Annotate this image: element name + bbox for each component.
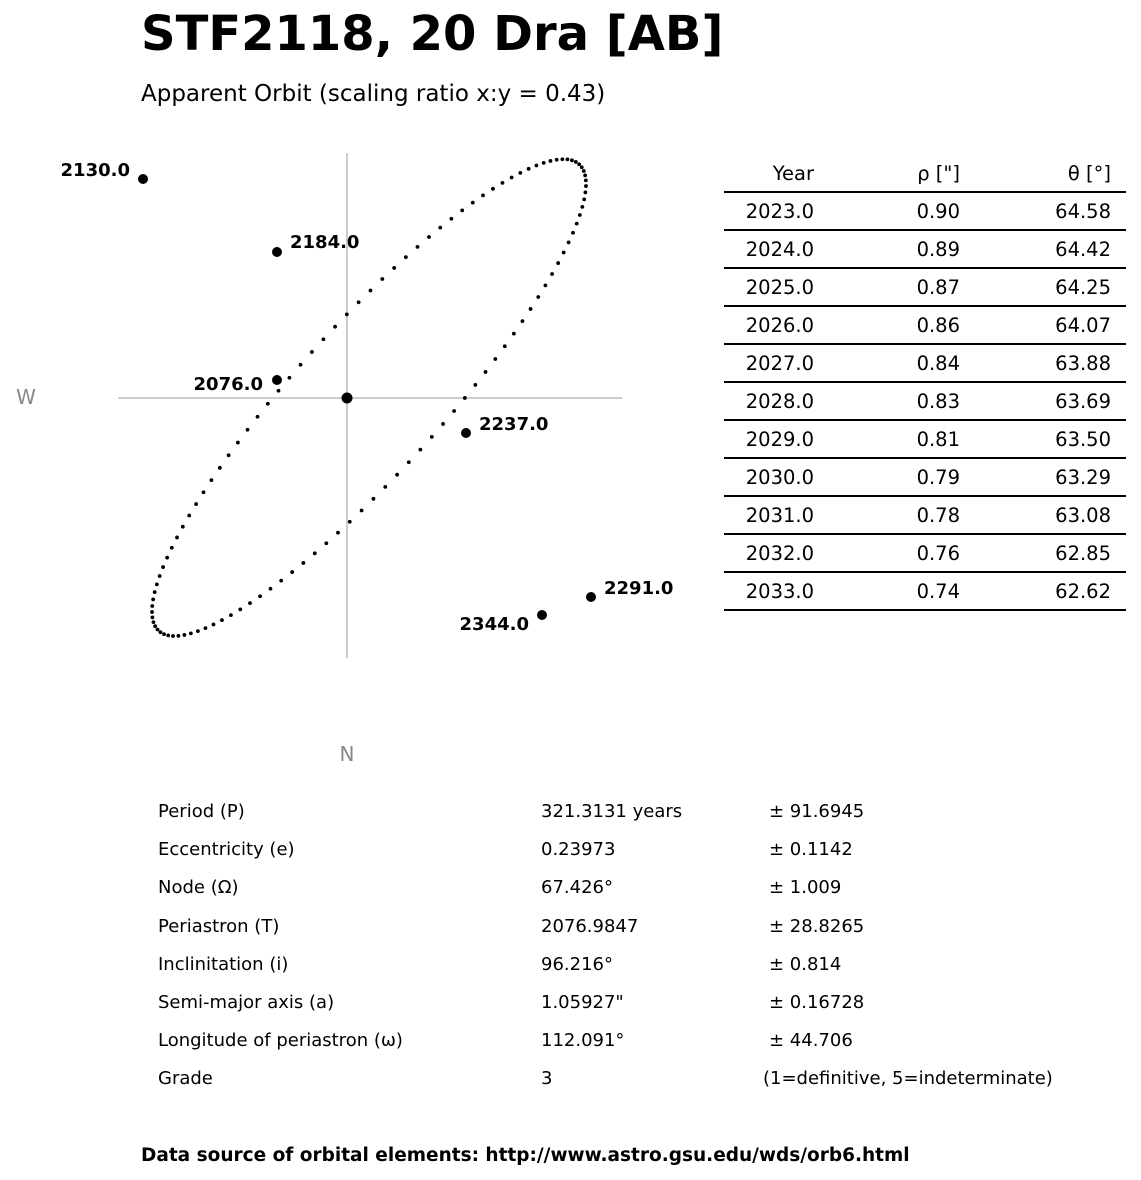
orbit-dot xyxy=(166,634,170,638)
theta-cell: 63.08 xyxy=(960,496,1126,534)
orbit-dot xyxy=(299,363,303,367)
element-error: ± 0.814 xyxy=(769,953,842,975)
orbit-dot xyxy=(322,337,326,341)
orbit-dot xyxy=(151,616,155,620)
element-name: Semi-major axis (a) xyxy=(158,991,335,1013)
orbit-dot xyxy=(156,628,160,632)
rho-cell: 0.84 xyxy=(814,344,960,382)
orbit-dot xyxy=(566,158,570,162)
element-value: 3 xyxy=(541,1068,553,1090)
element-value: 1.05927" xyxy=(541,991,624,1013)
table-row xyxy=(724,306,1126,344)
year-cell: 2027.0 xyxy=(724,344,814,382)
orbit-dot xyxy=(493,357,497,361)
table-row xyxy=(724,192,1126,230)
element-name: Longitude of periastron (ω) xyxy=(158,1030,403,1052)
orbit-dot xyxy=(582,169,586,173)
year-cell: 2033.0 xyxy=(724,572,814,610)
epoch-label: 2076.0 xyxy=(193,374,263,395)
orbit-dot xyxy=(427,235,431,239)
epoch-label: 2291.0 xyxy=(604,578,674,599)
table-row xyxy=(724,344,1126,382)
orbit-dot xyxy=(503,344,507,348)
rho-cell: 0.86 xyxy=(814,306,960,344)
orbit-dot xyxy=(416,245,420,249)
orbit-dot xyxy=(578,213,582,217)
orbit-dot xyxy=(550,272,554,276)
orbit-dot xyxy=(196,629,200,633)
epoch-label: 2184.0 xyxy=(290,232,360,253)
orbit-dot xyxy=(481,194,485,198)
orbit-dot xyxy=(383,485,387,489)
orbit-dot xyxy=(582,197,586,201)
element-name: Periastron (T) xyxy=(158,915,280,937)
orbit-dot xyxy=(395,473,399,477)
orbit-dot xyxy=(555,158,559,162)
theta-cell: 64.25 xyxy=(960,268,1126,306)
orbit-dot xyxy=(189,631,193,635)
orbit-dot xyxy=(357,300,361,304)
orbit-dot xyxy=(210,478,214,482)
primary-star-marker xyxy=(342,393,353,404)
orbit-dot xyxy=(536,295,540,299)
orbit-dot xyxy=(336,531,340,535)
element-value: 67.426° xyxy=(541,877,613,899)
orbit-dot xyxy=(512,332,516,336)
orbit-dot xyxy=(449,217,453,221)
orbit-dot xyxy=(161,565,165,569)
element-value: 321.3131 years xyxy=(541,801,683,822)
rho-cell: 0.87 xyxy=(814,268,960,306)
orbit-dot xyxy=(177,634,181,638)
theta-cell: 64.07 xyxy=(960,306,1126,344)
year-cell: 2032.0 xyxy=(724,534,814,572)
element-value: 0.23973 xyxy=(541,839,616,861)
theta-cell: 62.85 xyxy=(960,534,1126,572)
orbit-dot xyxy=(269,587,273,591)
orbit-dot xyxy=(153,590,157,594)
col-header-rho: ρ ["] xyxy=(814,155,960,192)
orbit-dot xyxy=(290,570,294,574)
orbit-dot xyxy=(567,241,571,245)
orbit-dot xyxy=(518,171,522,175)
orbit-dot xyxy=(372,497,376,501)
orbit-dot xyxy=(491,187,495,191)
orbit-dot xyxy=(162,632,166,636)
page-subtitle: Apparent Orbit (scaling ratio x:y = 0.43) xyxy=(141,81,606,107)
rho-cell: 0.90 xyxy=(814,192,960,230)
ephemeris-table xyxy=(724,155,1126,611)
orbit-dot xyxy=(158,574,162,578)
year-cell: 2030.0 xyxy=(724,458,814,496)
west-axis-label: W xyxy=(16,385,36,409)
page-title: STF2118, 20 Dra [AB] xyxy=(141,6,724,62)
orbit-dot xyxy=(501,181,505,185)
orbit-dot xyxy=(438,226,442,230)
year-cell: 2028.0 xyxy=(724,382,814,420)
orbit-dot xyxy=(404,255,408,259)
theta-cell: 63.69 xyxy=(960,382,1126,420)
epoch-marker xyxy=(272,247,282,257)
year-cell: 2026.0 xyxy=(724,306,814,344)
chart-axes xyxy=(118,153,622,658)
element-name: Grade xyxy=(158,1068,213,1090)
element-error: ± 1.009 xyxy=(769,877,842,899)
element-value: 96.216° xyxy=(541,953,613,975)
orbit-dot xyxy=(584,184,588,188)
orbit-dot xyxy=(279,579,283,583)
theta-cell: 63.50 xyxy=(960,420,1126,458)
orbit-dot xyxy=(521,319,525,323)
theta-cell: 64.58 xyxy=(960,192,1126,230)
orbit-dot xyxy=(345,312,349,316)
data-source-footer: Data source of orbital elements: http://www.astro.gsu.edu/wds/orb6.html xyxy=(141,1145,910,1166)
orbit-dot xyxy=(575,222,579,226)
orbit-dot xyxy=(258,594,262,598)
orbit-dot xyxy=(534,164,538,168)
rho-cell: 0.81 xyxy=(814,420,960,458)
orbit-dot xyxy=(194,502,198,506)
table-row xyxy=(724,572,1126,610)
orbit-dot xyxy=(171,634,175,638)
element-name: Inclinitation (i) xyxy=(158,953,289,975)
col-header-theta: θ [°] xyxy=(960,155,1126,192)
orbit-dot xyxy=(187,514,191,518)
orbit-dot xyxy=(577,162,581,166)
orbit-dot xyxy=(529,307,533,311)
orbit-dot xyxy=(150,604,154,608)
orbit-dot xyxy=(380,277,384,281)
orbit-dot xyxy=(287,376,291,380)
orbit-dot xyxy=(430,435,434,439)
orbit-dot xyxy=(159,630,163,634)
element-error: ± 28.8265 xyxy=(769,915,865,937)
orbit-dot xyxy=(151,598,155,602)
orbit-dot xyxy=(181,525,185,529)
orbit-dot xyxy=(313,551,317,555)
orbit-dot xyxy=(527,167,531,171)
orbit-dot xyxy=(204,626,208,630)
element-name: Eccentricity (e) xyxy=(158,839,295,861)
theta-cell: 62.62 xyxy=(960,572,1126,610)
epoch-marker xyxy=(586,592,596,602)
north-axis-label: N xyxy=(339,742,355,766)
orbit-dot xyxy=(170,546,174,550)
orbit-dot xyxy=(556,261,560,265)
orbit-dot xyxy=(301,561,305,565)
orbit-dot xyxy=(155,582,159,586)
orbit-dot xyxy=(324,541,328,545)
orbit-dot xyxy=(583,191,587,195)
orbit-dot xyxy=(574,160,578,164)
table-row xyxy=(724,496,1126,534)
epoch-marker xyxy=(461,428,471,438)
ephemeris-body xyxy=(724,192,1126,610)
element-error: ± 44.706 xyxy=(769,1030,853,1052)
rho-cell: 0.83 xyxy=(814,382,960,420)
rho-cell: 0.78 xyxy=(814,496,960,534)
orbit-chart xyxy=(0,0,700,780)
rho-cell: 0.76 xyxy=(814,534,960,572)
element-error: ± 91.6945 xyxy=(769,801,865,822)
orbit-dot xyxy=(542,161,546,165)
year-cell: 2023.0 xyxy=(724,192,814,230)
orbit-dot xyxy=(153,624,157,628)
epoch-marker xyxy=(272,375,282,385)
orbit-dot xyxy=(202,490,206,494)
table-row xyxy=(724,382,1126,420)
element-value: 112.091° xyxy=(541,1030,625,1052)
element-name: Node (Ω) xyxy=(158,877,239,899)
orbit-dot xyxy=(392,266,396,270)
orbit-dot xyxy=(175,536,179,540)
orbit-dot xyxy=(212,623,216,627)
orbit-dot xyxy=(266,402,270,406)
orbit-dot xyxy=(218,466,222,470)
theta-cell: 63.88 xyxy=(960,344,1126,382)
orbit-dot xyxy=(333,325,337,329)
year-cell: 2029.0 xyxy=(724,420,814,458)
orbit-dot xyxy=(248,601,252,605)
orbit-dot xyxy=(152,620,156,624)
orbit-dot xyxy=(484,370,488,374)
orbit-dot xyxy=(473,383,477,387)
orbit-dot xyxy=(418,448,422,452)
orbit-dot xyxy=(580,205,584,209)
rho-cell: 0.89 xyxy=(814,230,960,268)
orbit-dot xyxy=(571,231,575,235)
theta-cell: 64.42 xyxy=(960,230,1126,268)
element-name: Period (P) xyxy=(158,801,245,822)
orbit-dot xyxy=(441,422,445,426)
orbit-dot xyxy=(460,209,464,213)
orbit-dot xyxy=(277,389,281,393)
orbit-dot xyxy=(165,556,169,560)
year-cell: 2024.0 xyxy=(724,230,814,268)
orbit-dot xyxy=(452,409,456,413)
orbit-dot xyxy=(510,176,514,180)
orbit-dot xyxy=(583,173,587,177)
epoch-label: 2130.0 xyxy=(60,160,130,181)
orbit-dot xyxy=(229,613,233,617)
orbit-dot xyxy=(256,415,260,419)
orbit-dot xyxy=(471,201,475,205)
rho-cell: 0.79 xyxy=(814,458,960,496)
table-header-row xyxy=(724,155,1126,192)
orbit-dot xyxy=(570,158,574,162)
element-value: 2076.9847 xyxy=(541,915,639,937)
orbit-dot xyxy=(182,633,186,637)
orbit-dot xyxy=(560,157,564,161)
orbit-dot xyxy=(544,283,548,287)
rho-cell: 0.74 xyxy=(814,572,960,610)
orbit-dot xyxy=(407,460,411,464)
orbit-dot xyxy=(360,509,364,513)
orbit-dot xyxy=(236,441,240,445)
orbit-dot xyxy=(310,350,314,354)
element-error: ± 0.1142 xyxy=(769,839,853,861)
element-error: ± 0.16728 xyxy=(769,991,865,1013)
col-header-year: Year xyxy=(724,155,814,192)
orbit-dot xyxy=(227,453,231,457)
orbit-dot xyxy=(584,178,588,182)
table-row xyxy=(724,420,1126,458)
orbit-dot xyxy=(369,289,373,293)
table-row xyxy=(724,230,1126,268)
epoch-marker xyxy=(138,174,148,184)
theta-cell: 63.29 xyxy=(960,458,1126,496)
orbit-dot xyxy=(562,251,566,255)
orbit-dot xyxy=(150,610,154,614)
epoch-label: 2237.0 xyxy=(479,414,549,435)
table-row xyxy=(724,268,1126,306)
orbit-dot xyxy=(549,159,553,163)
orbit-dot xyxy=(348,520,352,524)
orbit-dot xyxy=(580,165,584,169)
epoch-label: 2344.0 xyxy=(459,614,529,635)
orbit-dot xyxy=(220,618,224,622)
year-cell: 2031.0 xyxy=(724,496,814,534)
epoch-marker xyxy=(537,610,547,620)
table-row xyxy=(724,534,1126,572)
element-error: (1=definitive, 5=indeterminate) xyxy=(763,1068,1053,1090)
table-row xyxy=(724,458,1126,496)
year-cell: 2025.0 xyxy=(724,268,814,306)
orbit-dot xyxy=(246,428,250,432)
orbit-dot xyxy=(238,608,242,612)
orbit-dot xyxy=(463,396,467,400)
